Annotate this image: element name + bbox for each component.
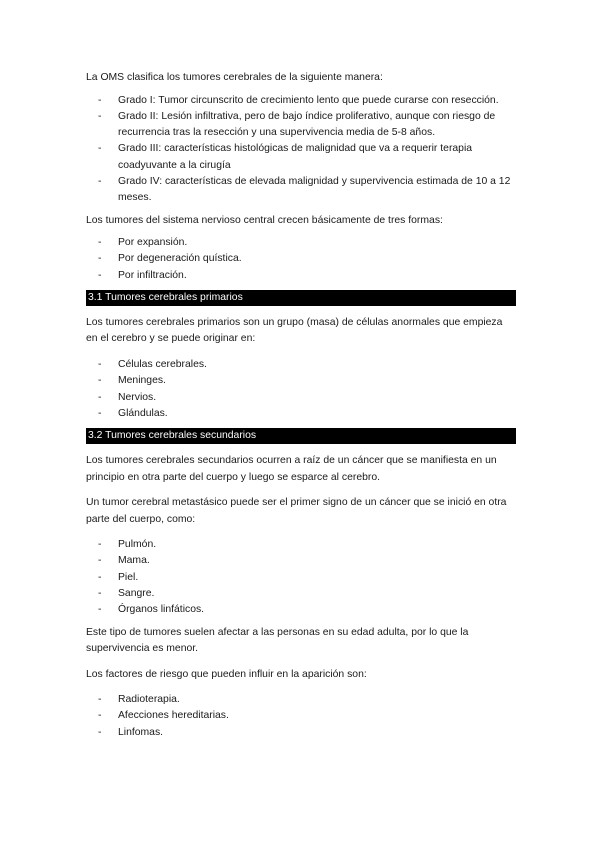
list-item: - Por degeneración quística. [86,251,516,267]
list-item: - Sangre. [86,586,516,602]
secondary-tumors-paragraph: Los tumores cerebrales secundarios ocurren a raíz de un cáncer que se manifiesta en un principio en otra parte del cuerpo y luego se esparce al cerebro. [86,455,497,483]
adult-paragraph: Este tipo de tumores suelen afectar a las personas en su edad adulta, por lo que la supervivencia es menor. [86,626,469,655]
dash-bullet: - [98,175,102,187]
growth-intro-paragraph: Los tumores del sistema nervioso central crecen básicamente de tres formas: [86,214,443,226]
list-item: - Radioterapia. [86,692,516,708]
dash-bullet: - [98,726,102,738]
dash-bullet: - [98,358,102,370]
section-heading-secondary: 3.2 Tumores cerebrales secundarios [86,428,516,444]
list-item: - Glándulas. [86,406,516,422]
section-heading-primary: 3.1 Tumores cerebrales primarios [86,290,516,306]
list-item: - Por expansión. [86,235,516,251]
dash-bullet: - [98,391,102,403]
dash-bullet: - [98,604,102,616]
list-item: - Grado II: Lesión infiltrativa, pero de bajo índice proliferativo, aunque con riesgo de recurrencia tras la resección y una supervivencia media de 5-8 años. [98,110,496,139]
list-item: - Grado III: características histológicas de malignidad que va a requerir terapia coadyuvante a la cirugía [98,143,473,171]
list-item: - Grado I: Tumor circunscrito de crecimiento lento que puede curarse con resección. [86,93,516,109]
dash-bullet: - [98,710,102,722]
primary-origins-list [86,357,516,422]
intro-paragraph: La OMS clasifica los tumores cerebrales de la siguiente manera: [86,72,383,83]
dash-bullet: - [98,253,102,265]
list-item: - Grado IV: características de elevada malignidad y supervivencia estimada de 10 a 12 meses. [98,175,511,204]
dash-bullet: - [98,269,102,281]
list-item: - Afecciones hereditarias. [86,708,516,724]
primary-tumors-paragraph: Los tumores cerebrales primarios son un grupo (masa) de células anormales que empieza en el cerebro y se puede originar en: [86,316,503,345]
list-item: - Por infiltración. [86,268,516,284]
dash-bullet: - [98,539,102,551]
metastatic-paragraph: Un tumor cerebral metastásico puede ser el primer signo de un cáncer que se inició en otra parte del cuerpo, como: [86,497,507,525]
list-item: - Pulmón. [86,537,516,553]
dash-bullet: - [98,110,102,122]
dash-bullet: - [98,94,102,106]
dash-bullet: - [98,571,102,583]
dash-bullet: - [98,555,102,567]
dash-bullet: - [98,143,102,155]
risk-factors-list [86,692,516,741]
list-item: - Órganos linfáticos. [86,602,516,618]
list-item: - Nervios. [86,390,516,406]
list-item: - Piel. [86,570,516,586]
dash-bullet: - [98,588,102,600]
risk-intro-paragraph: Los factores de riesgo que pueden influir en la aparición son: [86,668,367,680]
list-item: - Células cerebrales. [86,357,516,373]
grades-list [86,93,516,207]
list-item: - Linfomas. [86,725,516,741]
organs-list [86,537,516,618]
dash-bullet: - [98,237,102,249]
dash-bullet: - [98,375,102,387]
dash-bullet: - [98,407,102,419]
list-item: - Mama. [86,553,516,569]
growth-forms-list [86,235,516,284]
list-item: - Meninges. [86,373,516,389]
dash-bullet: - [98,694,102,706]
